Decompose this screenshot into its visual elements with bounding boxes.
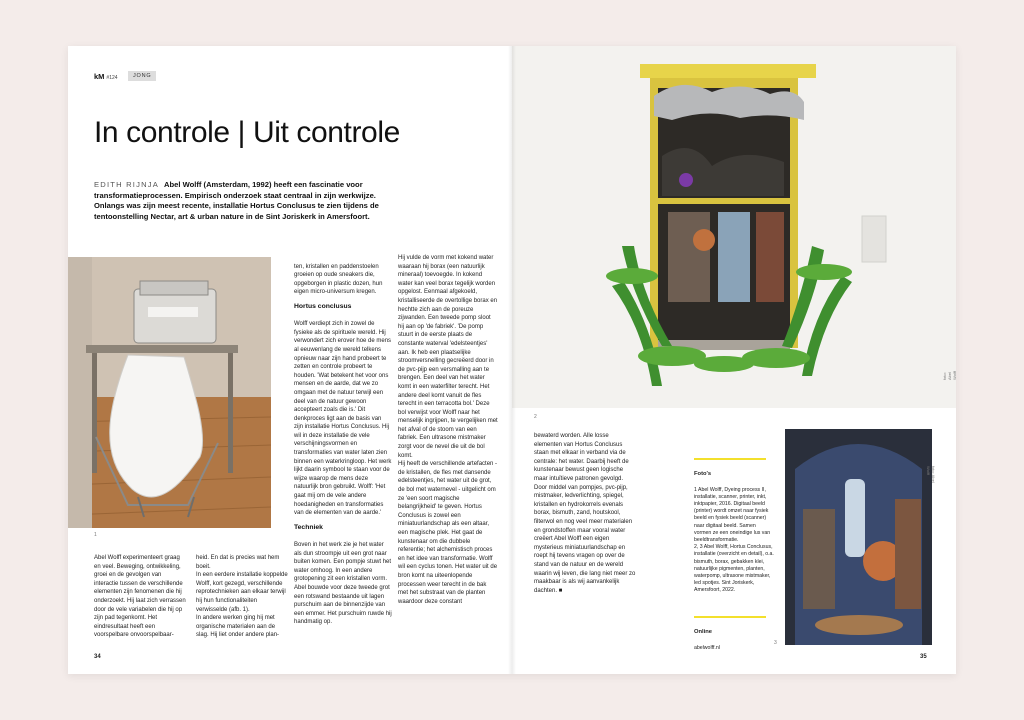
column-4: Hij vulde de vorm met kokend water waaraan hij borax (een natuurlijk mineraal) toevoegde. In kokend water kan veel borax tegelijk worden opgelost. Eenmaal afgekoeld, kristalliseerde de overtollige borax en hechtte zich aan de poreuze zijwanden. Een tweede pomp sloot hij aan op 'de fabriek'. 'De pomp stuurt in de eerste plaats de constante waterval 'edelsteentjes' aan. Ik heb een plaatselijke stroomversnelling gecreëerd door in de pvc-pijp een versmalling aan te brengen. Een deel van het water komt in een waterfilter terecht. Het andere deel komt vanuit de fles terecht in een terracotta bol.' Deze bol verwijst voor Wolff naar het menselijk ingrijpen, te vergelijken met het afval of de stoom van een fabriek. Een ultrasone mistmaker zorgt voor de nevel die uit de bol komt. Hij heeft de verschillende artefacten - de kristallen, de fles met dansende edelsteentjes, het water uit de grot, de bol met waternevel - uitgelicht om ze 'een soort magische belangrijkheid' te geven. Hortus Conclusus is zowel een miniatuurlandschap als een altaar, een magische plek. Het gaat de kunstenaar om die dubbele referentie; het alchemistisch proces en het idee van transformatie. Wolff wil een cyclus tonen. Het water uit de bron komt na uiteenlopende processen weer terecht in de bak met het substraat van de planten waardoor deze constant	[398, 255, 498, 605]
magazine-spread	[68, 46, 956, 674]
column-3-body: Wolff verdiept zich in zowel de fysieke als de spirituele wereld. Hij verwondert zich erover hoe de mens al eeuwenlang de wereld telkens opnieuw naar zijn hand probeert te zetten en controle probeert te houden. 'Wat betekent het voor ons mensen en de aarde, dat we zo omgaan met de natuur terwijl een deel van de natuur gewoon accepteert zoals die is.' Dit denkproces ligt aan de basis van zijn installatie Hortus Conclusus. Hij wil in deze installatie de vele verschijningsvormen en transformaties van water laten zien binnen een waterkringloop. Het werk lijkt daarin symbool te staan voor de wijze waarop de mens deze natuurlijk bron gebruikt. Wolff: 'Het gaat mij om de vele andere hoedanigheden en transformaties van de elementen van de aarde.'	[294, 321, 392, 517]
author-name: EDITH RIJNJA	[94, 180, 160, 189]
column-3-techniek: Boven in het werk zie je het water als dun stroompje uit een grot naar buiten komen. Een pompje stuwt het water omhoog. In een andere grotopening zit een kristallen vorm. Abel bouwde voor deze tweede grot een rotswand bestaande uit lagen purschuim aan de binnenzijde van een emmer. Het purschuim ruwde hij handmatig op.	[294, 542, 392, 626]
column-5: bewaterd worden. Alle losse elementen van Hortus Conclusus staan met elkaar in verband via de centrale: het water. Daarbij heeft de kunstenaar bewust geen logische maar intuïtieve patronen gevolgd. Door middel van pompjes, pvc-pijp, mistmaker, ledverlichting, spiegel, kristallen en hydrokorrels evenals borax, bismuth, zand, houtskool, filterwol en nog veel meer materialen en grondstoffen maar vooral water creëert Abel Wolff een eigen mysterieus miniatuurlandschap en roept hij tevens vragen op over de stand van de natuur en de wereld waarin wij leven, die lang niet meer zo maakbaar is als wij aanvankelijk dachten. ■	[534, 433, 636, 594]
intro-text: Abel Wolff (Amsterdam, 1992) heeft een fascinatie voor transformatieprocessen. Empirisch onderzoek staat centraal in zijn werkwijze. Onlangs was zijn meest recente, installatie Hortus Conclusus te zien tijdens de tentoonstelling Nectar, art & urban nature in de Sint Joriskerk in Amersfoort.	[94, 180, 379, 221]
column-1: Abel Wolff experimenteert graag en veel. Beweging, ontwikkeling, groei en de gevolgen van interactie tussen de verschillende elementen zijn fenomenen die hij onderzoekt. Hij laat zich verrassen door de vele variabelen die hij op zijn pad tegenkomt. Het eindresultaat heeft een voorspelbare onvoorspelbaar-	[94, 555, 186, 639]
photo-printer-installation	[68, 257, 271, 528]
photo-3-credit: foto: Abel Wolff	[926, 466, 936, 483]
fotos-text: 1 Abel Wolff, Dyeing process II, installatie, scanner, printer, inkt, inktpapier, 2016. Digitaal beeld (printer) wordt omzet naar fysiek beeld en fysiek beeld (scanner) naar digitaal beeld. Samen vormen ze een oneindige lus van beeldtransformatie. 2, 3 Abel Wolff, Hortus Conclusus, installatie (overzicht en detail), o.a. bismuth, borax, gebakken klei, natuurlijke pigmenten, planten, waterpomp, ultrasone mistmaker, led spotjes. Sint Joriskerk, Amersfoort, 2022.	[694, 486, 774, 594]
installation-illustration	[512, 46, 956, 408]
printer-illustration	[68, 257, 271, 528]
heading-hortus-conclusus: Hortus conclusus	[294, 302, 352, 310]
column-2: heid. En dat is precies wat hem boeit. In een eerdere installatie koppelde Wolff, kort gezegd, verschillende reprotechnieken aan elkaar terwijl hij hun functionaliteiten verwisselde (afb. 1). In andere werken ging hij met organische materialen aan de slag. Hij liet onder andere plan-	[196, 555, 288, 639]
right-page	[512, 46, 956, 674]
left-page	[68, 46, 512, 674]
online-heading: Online	[694, 629, 713, 636]
online-url[interactable]: abelwolff.nl	[694, 644, 720, 651]
column-3-intro: ten, kristallen en paddenstoelen groeien op oude sneakers die, opgeborgen in plastic dozen, hun eigen micro-universum kregen.	[294, 263, 383, 296]
spread-gutter	[508, 46, 516, 674]
article-title: In controle | Uit controle	[94, 116, 400, 149]
fotos-heading: Foto's	[694, 471, 712, 478]
section-tag: JONG	[128, 71, 156, 81]
caption-2: 2	[534, 414, 537, 420]
photo-credits	[694, 464, 774, 595]
photo-2-credit: foto: Abel Wolff	[942, 371, 957, 380]
photo-hortus-conclusus-detail	[785, 429, 932, 645]
page-number-right: 35	[920, 654, 927, 660]
article-intro	[94, 180, 394, 222]
magazine-logo: kM #124	[94, 72, 118, 81]
issue-number: #124	[106, 75, 118, 81]
photo-hortus-conclusus-overview	[512, 46, 956, 408]
online-block	[694, 622, 774, 652]
fotos-rule	[694, 458, 766, 460]
caption-1: 1	[94, 532, 97, 538]
column-3	[294, 254, 392, 664]
heading-techniek: Techniek	[294, 523, 323, 531]
page-number-left: 34	[94, 654, 101, 660]
online-rule	[694, 616, 766, 618]
installation-detail-illustration	[785, 429, 932, 645]
caption-3: 3	[774, 640, 777, 646]
